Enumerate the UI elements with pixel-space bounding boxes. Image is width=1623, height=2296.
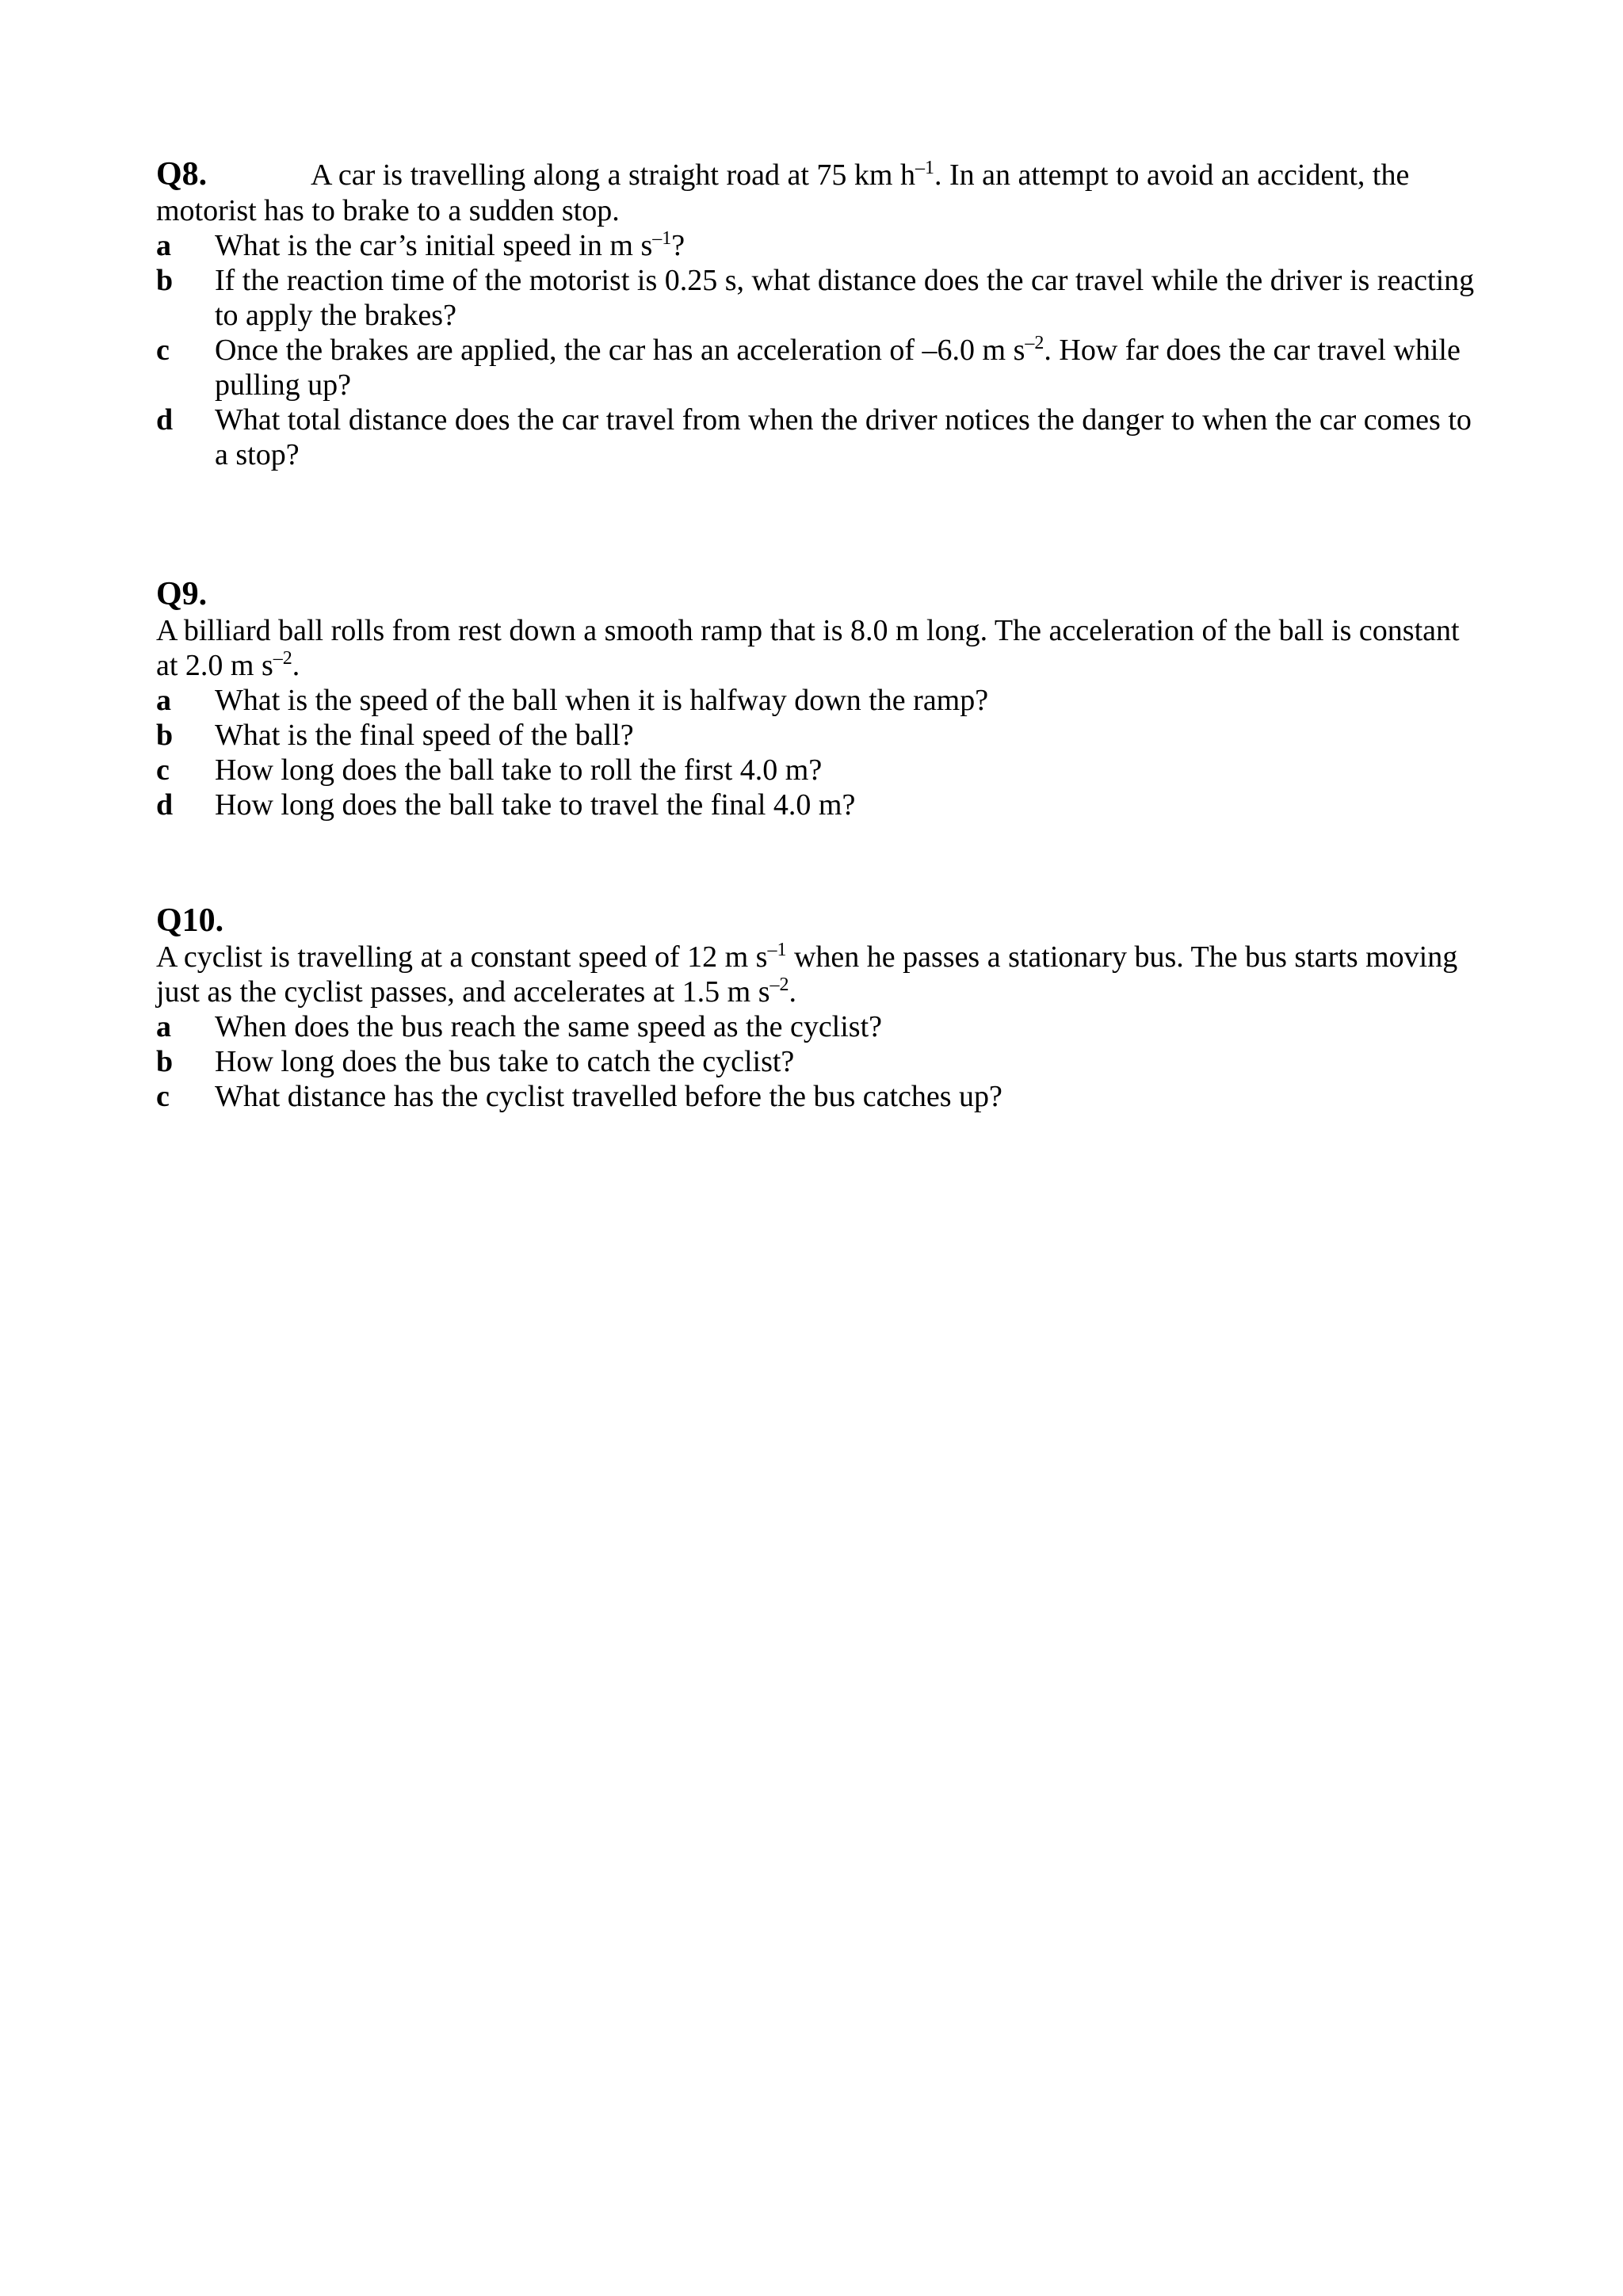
part-letter: b bbox=[156, 264, 174, 297]
question-part bbox=[156, 263, 1487, 333]
part-text: What is the car’s initial speed in m $s^{-1}$? bbox=[215, 228, 685, 262]
question-9 bbox=[156, 575, 1487, 822]
part-text: When does the bus reach the same speed as the cyclist? bbox=[215, 1010, 883, 1043]
question-stem: A billiard ball rolls from rest down a smooth ramp that is 8.0 m long. The acceleration of the ball is constant at 2.0 m $s^{-2}$. bbox=[156, 614, 1460, 682]
part-text: How long does the ball take to roll the first 4.0 m? bbox=[215, 753, 823, 787]
document-page bbox=[156, 155, 1487, 1114]
part-letter: d bbox=[156, 403, 174, 437]
part-text: What total distance does the car travel from when the driver notices the danger to when the car comes to a stop? bbox=[215, 403, 1472, 471]
part-text: How long does the ball take to travel the final 4.0 m? bbox=[215, 788, 856, 822]
question-part bbox=[156, 753, 1487, 788]
question-part bbox=[156, 788, 1487, 822]
question-stem: A cyclist is travelling at a constant speed of 12 m $s^{-1}$ when he passes a stationary bus. The bus starts moving just as the cyclist passes, and accelerates at 1.5 m $s^{-2}$. bbox=[156, 940, 1458, 1009]
part-text: What is the speed of the ball when it is halfway down the ramp? bbox=[215, 684, 989, 717]
part-letter: c bbox=[156, 753, 170, 787]
part-letter: a bbox=[156, 229, 171, 262]
question-parts bbox=[156, 1009, 1487, 1114]
part-text: If the reaction time of the motorist is 0.25 s, what distance does the car travel while the driver is reacting to apply the brakes? bbox=[215, 264, 1475, 332]
part-text: Once the brakes are applied, the car has an acceleration of –6.0 m $s^{-2}$. How far does the car travel while pulling up? bbox=[215, 333, 1461, 402]
part-text: What is the final speed of the ball? bbox=[215, 719, 634, 752]
question-10 bbox=[156, 902, 1487, 1114]
question-part bbox=[156, 718, 1487, 753]
part-letter: a bbox=[156, 1010, 171, 1043]
question-8 bbox=[156, 155, 1487, 472]
question-number: Q8. bbox=[156, 156, 208, 193]
question-part bbox=[156, 1009, 1487, 1044]
question-part bbox=[156, 333, 1487, 402]
question-part bbox=[156, 402, 1487, 472]
question-number: Q9. bbox=[156, 576, 208, 612]
question-part bbox=[156, 683, 1487, 718]
part-letter: d bbox=[156, 788, 174, 822]
part-letter: c bbox=[156, 1080, 170, 1113]
question-part bbox=[156, 1079, 1487, 1114]
part-letter: b bbox=[156, 719, 174, 752]
question-part bbox=[156, 228, 1487, 263]
part-text: How long does the bus take to catch the cyclist? bbox=[215, 1045, 795, 1078]
question-number: Q10. bbox=[156, 902, 224, 939]
question-parts bbox=[156, 683, 1487, 822]
question-part bbox=[156, 1044, 1487, 1079]
part-letter: c bbox=[156, 334, 170, 367]
part-letter: a bbox=[156, 684, 171, 717]
question-stem: Q8. A car is travelling along a straight road at 75 km $h^{-1}$. In an attempt to avoid an accident, the motorist has to brake to a sudden stop. bbox=[156, 156, 1410, 227]
question-parts bbox=[156, 228, 1487, 472]
part-letter: b bbox=[156, 1045, 174, 1078]
part-text: What distance has the cyclist travelled before the bus catches up? bbox=[215, 1080, 1002, 1113]
